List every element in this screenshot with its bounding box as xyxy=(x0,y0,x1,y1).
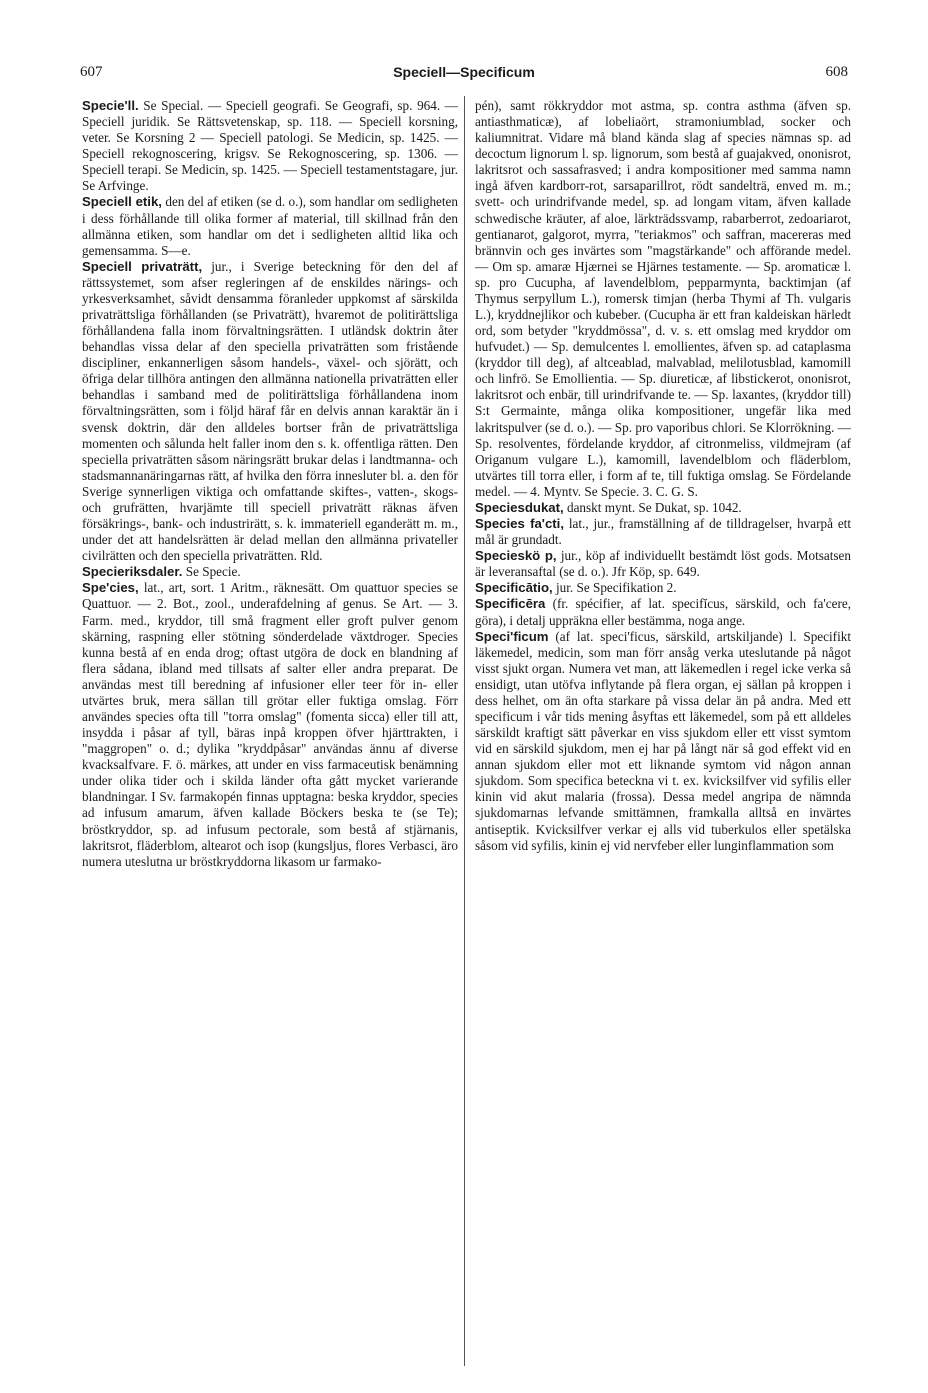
headword: Specieskö p, xyxy=(475,548,557,564)
page-number-right: 608 xyxy=(825,64,848,80)
headword: Specificēra xyxy=(475,596,546,612)
headword: Specieriksdaler. xyxy=(82,564,183,580)
entry-text: den del af etiken (se d. o.), som handlar om sedligheten i dess förhållande till olika former af material, till skillnad från den allmänna etiken, som handlar om det i sedligheten alltid lika och gemensamma. S—e. xyxy=(82,194,458,258)
headword: Specificātio, xyxy=(475,580,553,596)
entry-text: (af lat. speci'ficus, särskild, artskiljande) l. Specifikt läkemedel, medicin, som man förr ansåg verka uteslutande på något visst sjukt organ. Numera vet man, att läkemedlen i regel icke verka så ensidigt, utan utöfva inflytande på flera organ, ej sällan på kroppen i dess helhet, om än ofta starkare på vissa delar än på andra. Med ett specificum i vår tids mening åsyftas ett läkemedel, som på ett alldeles särskildt kraftigt sätt påverkar en viss sjukdom eller ett visst symtom vid en särskild sjukdom, men ej har på långt när så god effekt vid en annan sjukdom eller mot ett liknande symtom vid någon annan sjukdom. Som specifica betecknа vi t. ex. kvicksilfver vid syfilis eller kinin vid akut malaria (frossa). Dessa medel angripa de nämnda sjukdomarnas lefvande smittämnen, framkalla alltså en invärtes antiseptik. Kvicksilfver verkar ej alls vid tuberkulos eller spetälska såsom vid syfilis, kinin ej vid nervfeber eller lunginflammation som xyxy=(475,628,851,853)
entry-text: pén), samt rökkryddor mot astma, sp. contra asthma (äfven sp. antiasthmaticæ), af lobeliaört, stramoniumblad, socker och kaliumnitrat. Vidare må bland kända slag af species nämnas sp. ad decoctum lignorum l. sp. lignorum, som bestå af guajakved, ononisrot, lakritsrot och sassafrasved; i andra kompositioner med samma namn ingå äfven kardborr-rot, sarsaparillrot, rödt sandelträ, enved m. m.; svett- och urindrifvande medel, sp. ad longam vitam, äfven kallade schwedische kräuter, af aloe, lärkträdssvamp, rabarberrot, zedoariarot, gentianarot, galgorot, myrra, "teriakmos" och saffran, macereras med brännvin och ges invärtes som "magstärkande" och afförande medel. — Om sp. amaræ Hjærnei se Hjärnes testamente. — Sp. aromaticæ l. sp. pro Cucupha, af lavendelblom, pepparmynta, backtimjan (af Thymus serpyllum L.), romersk timjan (herba Thymi af Th. vulgaris L.), kryddnejlikor och kubeber. (Cucupha är ett fran kaldeiskan härledt ord, som betyder "kryddmössa", d. v. s. ett omslag med kryddor om hufvudet.) — Sp. demulcentes l. emollientes, äfven sp. ad cataplasma (kryddor till deg), af altceablad, malvablad, melilotusblad, kamomill och linfrö. Se Emollientia. — Sp. diureticæ, af libstickerot, ononisrot, lakritsrot och enbär, till urindrifvande te. — Sp. laxantes, (kryddor till) S:t Germainte, många olika kompositioner, ungefär lika med lakritspulver (se d. o.). — Sp. pro vaporibus chlori. Se Klorrökning. — Sp. resolventes, fördelande kryddor, af citronmeliss, vildmejram (af Origanum vulgare L.), kamomill, lavendelblom och fläderblom, utvärtes till torra eller, i form af te, till fuktiga omslag. Se Fördelande medel. — 4. Myntv. Se Specie. 3. C. G. S. xyxy=(475,98,851,499)
entry-text: danskt mynt. Se Dukat, sp. 1042. xyxy=(563,499,742,515)
column-divider xyxy=(464,96,465,1366)
entry-specieskop xyxy=(475,548,851,580)
headword: Species fa'cti, xyxy=(475,516,564,532)
headword: Speciell etik, xyxy=(82,194,162,210)
entry-species xyxy=(82,580,458,869)
headword: Speci'ficum xyxy=(475,628,549,644)
entry-text: Se Specie. xyxy=(182,564,241,580)
entry-text: lat., jur., framställning af de tilldragelser, hvarpå ett mål är grundadt. xyxy=(475,516,851,548)
headword: Specie'll. xyxy=(82,98,139,113)
entry-text: jur. Se Specifikation 2. xyxy=(552,580,677,596)
entry-specificatio xyxy=(475,580,851,596)
entry-text: lat., art, sort. 1 Aritm., räknesätt. Om quattuor species se Quattuor. — 2. Bot., zool., underafdelning af genus. Se Art. — 3. Farm. med., kryddor, till små fragment eller groft pulver genom skärning, raspning eller stötning sönderdelade växtdroger. Species kunna bestå af en enda drog; oftast utgöra de dock en blandning af flera sådana, ibland med tillsats af salter eller andra preparat. De användas mest till beredning af infusioner eller teer för in- eller utvärtes bruk, mera sällan till grötar eller fuktiga omslag. Förr användes species ofta till "torra omslag" (fomenta sicca) eller till att, insydda i påsar af tyll, bäras inpå kroppen öfver hjärttrakten, i "maggropen" o. d.; dylika "kryddpåsar" användas ännu af diverse kvacksalfvare. F. ö. märkes, att under en viss farmaceutisk benämning under olika tider och i skilda länder ofta gått mycket varierande blandningar. I Sv. farmakopén finnas upptagna: beska kryddor, species ad infusum amarum, äfven kallade Böckers beska te (se Te); bröstkryddor, sp. ad infusum pectorale, som bestå af stjärnanis, lakritsrot, fläderblom, altearot och isop (kungsljus, flores Verbasci, äro numera uteslutna ur bröstkryddorna likasom ur farmako- xyxy=(82,580,458,869)
entry-speciell xyxy=(82,98,458,194)
page-number-left: 607 xyxy=(80,64,103,80)
entry-speciell-privatratt xyxy=(82,259,458,564)
entry-specificum xyxy=(475,629,851,854)
right-column xyxy=(475,98,851,1368)
headword: Spe'cies, xyxy=(82,580,139,596)
entry-speciesdukat xyxy=(475,500,851,516)
entry-species-continued xyxy=(475,98,851,500)
left-column xyxy=(82,98,458,1368)
entry-species-facti xyxy=(475,516,851,548)
entry-text: Se Special. — Speciell geografi. Se Geografi, sp. 964. — Speciell juridik. Se Rättsvetenskap, sp. 118. — Speciell korsning, veter. Se Korsning 2 — Speciell patologi. Se Medicin, sp. 1425. — Speciell rekognoscering, krigsv. Se Rekognoscering, sp. 1306. — Speciell terapi. Se Medicin, sp. 1425. — Speciell testamentstagare, jur. Se Arfvinge. xyxy=(82,98,458,194)
entry-specieriksdaler xyxy=(82,564,458,580)
headword: Speciell privaträtt, xyxy=(82,258,203,274)
entry-text: (fr. spécifier, af lat. specifĭcus, särskild, och fa'cere, göra), i detalj uppräkna eller bestämma, noga ange. xyxy=(475,596,851,628)
running-title: Speciell—Specificum xyxy=(393,64,535,80)
running-header xyxy=(80,64,848,88)
headword: Speciesdukat, xyxy=(475,499,564,515)
entry-text: jur., köp af individuellt bestämdt löst gods. Motsatsen är leveransaftal (se d. o.). Jfr Köp, sp. 649. xyxy=(475,548,851,580)
entry-speciell-etik xyxy=(82,194,458,258)
entry-specificera xyxy=(475,596,851,628)
entry-text: jur., i Sverige beteckning för den del af rättssystemet, som afser regleringen af de enskildes närings- och yrkesverksamhet, såvidt densamma föranleder uppkomst af särskilda privaträttsliga förhållanden (se Privaträtt), hvaremot de politirättsliga förhållandena falla inom förvaltningsrätten. I utländsk doktrin åter behandlas vissa delar af den speciella privaträtten som fristående discipliner, enkannerligen såsom handels-, växel- och sjörätt, och öfriga delar tillhöra antingen den allmänna nationella privaträtten eller behandlas i samband med de politirättsliga förhållandena inom förvaltningsrätten, som i följd häraf får en delvis annan karaktär än i svensk doktrin, där den alldeles bortser från de privaträttsliga momenten och sålunda helt faller inom den s. k. offentliga rätten. Den speciella privaträtten såsom näringsrätt brukar delas i landtmanna- och stadsmannanäringarnas rätt, af hvilka den förra innesluter bl. a. den för Sverige synnerligen viktiga och omfattande skiftes-, vatten-, skogs- och grufrätten, hvarjämte till speciell privaträtt räknas äfven försäkrings-, bank- och industrirätt, s. k. immateriell eganderätt m. m., under det att handelsrätten är delad mellan den allmänna privateller civilrätten och den speciella privaträtten. Rld. xyxy=(82,258,458,564)
